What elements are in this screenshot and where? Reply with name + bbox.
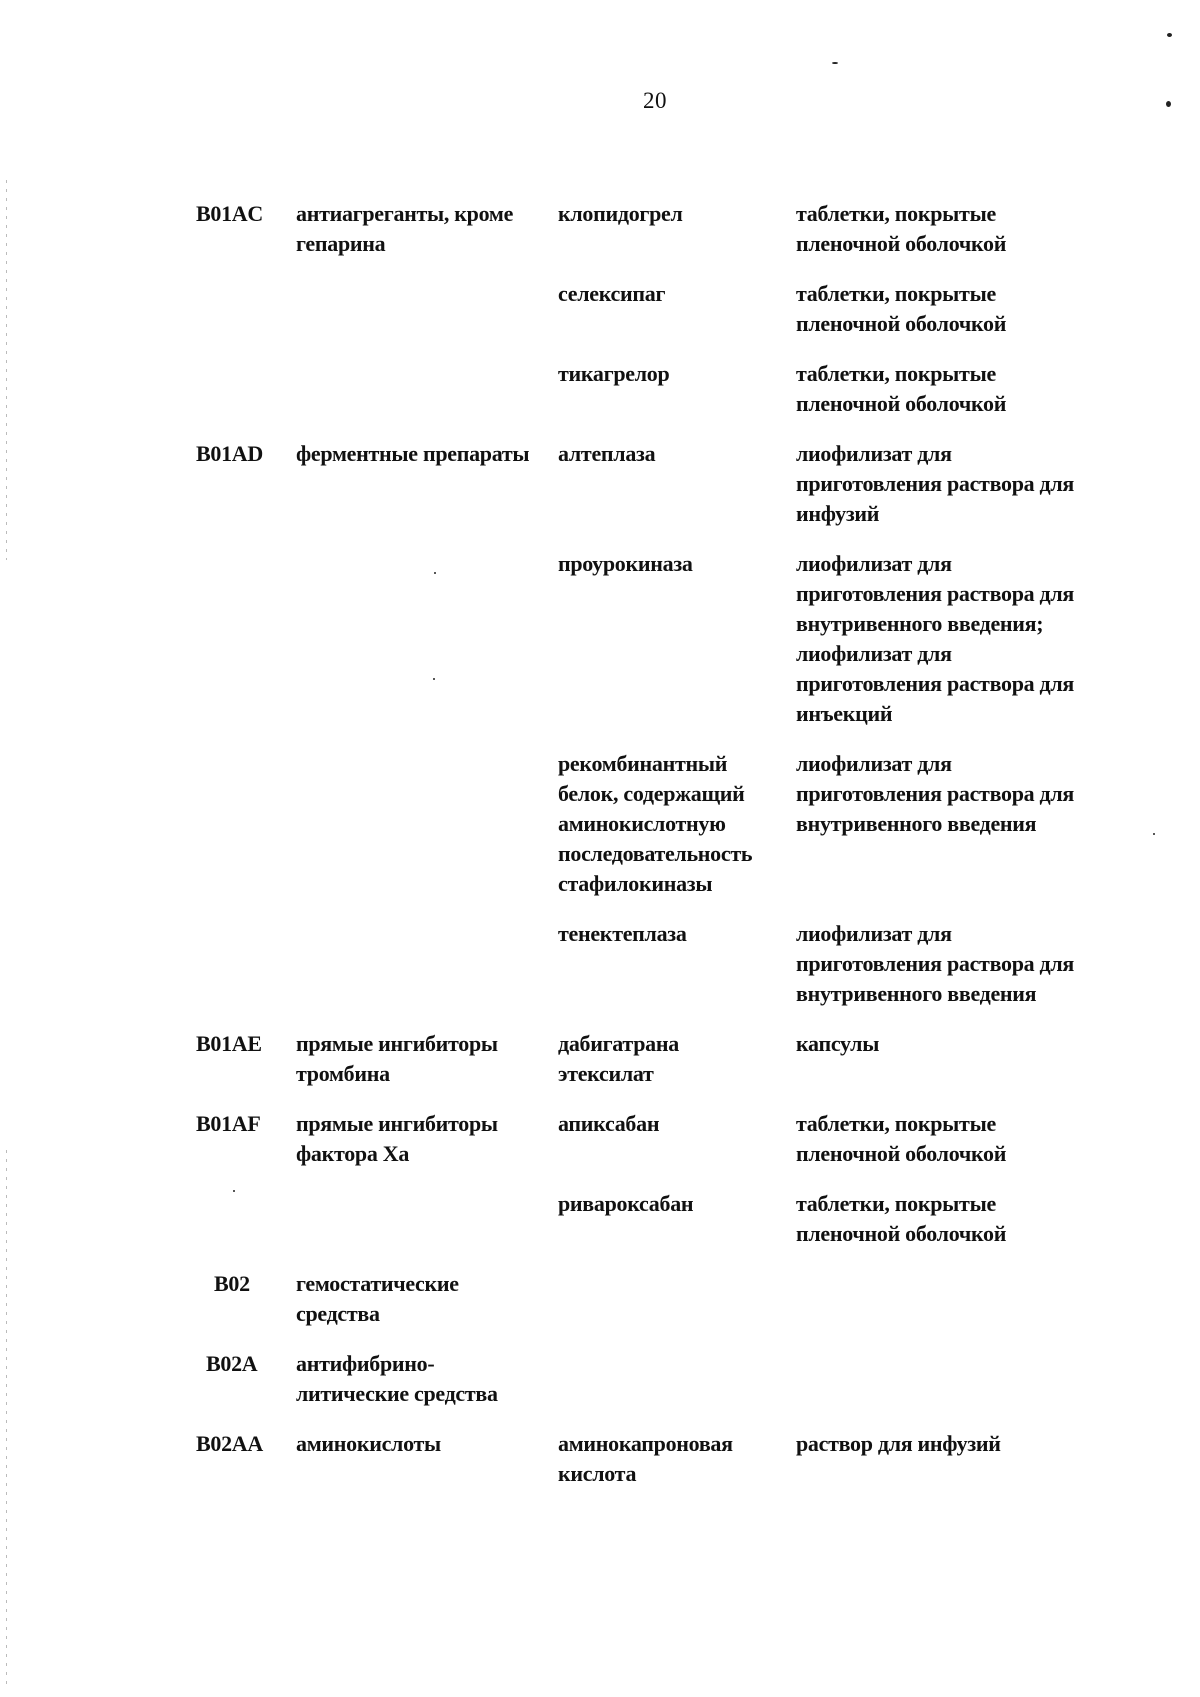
dosage-form: раствор для инфузий: [796, 1431, 1001, 1456]
dosage-form: лиофилизат для приготовления раствора для внутривенного введения: [796, 751, 1075, 836]
scan-speck: [1167, 33, 1172, 37]
drug-name: клопидогрел: [558, 201, 683, 226]
drug-name: дабигатрана этексилат: [558, 1031, 679, 1086]
scan-speck: [233, 1190, 235, 1192]
drug-name: алтеплаза: [558, 441, 656, 466]
drug-name: рекомбинантный белок, содержащий аминокислотную последовательность стафилокиназы: [558, 751, 753, 896]
group-name: гемостатические средства: [296, 1271, 459, 1326]
table-row: [196, 1109, 1096, 1169]
scan-edge-line: [6, 1150, 7, 1690]
scan-edge-line: [6, 180, 7, 560]
atc-code: B01AC: [196, 201, 263, 226]
scan-speck: [433, 678, 435, 680]
drug-name: проурокиназа: [558, 551, 693, 576]
atc-code: B02A: [206, 1351, 258, 1376]
group-name: прямые ингибиторы фактора Xa: [296, 1111, 498, 1166]
drug-table: [196, 199, 1096, 1509]
table-row: [196, 749, 1096, 899]
drug-name: ривароксабан: [558, 1191, 694, 1216]
group-name: антиагреганты, кроме гепарина: [296, 201, 514, 256]
drug-name: тикагрелор: [558, 361, 670, 386]
table-row: [196, 1029, 1096, 1089]
drug-name: апиксабан: [558, 1111, 660, 1136]
dosage-form: капсулы: [796, 1031, 880, 1056]
dosage-form: таблетки, покрытые пленочной оболочкой: [796, 1191, 1007, 1246]
table-row: [196, 359, 1096, 419]
drug-name: аминокапроновая кислота: [558, 1431, 733, 1486]
table-row: [196, 279, 1096, 339]
group-name: антифибрино- литические средства: [296, 1351, 498, 1406]
dosage-form: таблетки, покрытые пленочной оболочкой: [796, 1111, 1007, 1166]
drug-name: селексипаг: [558, 281, 666, 306]
table-row: [196, 1189, 1096, 1249]
scan-speck: [832, 62, 838, 64]
group-name: аминокислоты: [296, 1431, 441, 1456]
atc-code: B01AD: [196, 441, 263, 466]
drug-name: тенектеплаза: [558, 921, 687, 946]
table-row: [196, 1429, 1096, 1489]
atc-code: B01AE: [196, 1031, 262, 1056]
table-row: [196, 919, 1096, 1009]
scan-speck: [434, 572, 436, 574]
dosage-form: лиофилизат для приготовления раствора для внутривенного введения; лиофилизат для приготовления раствора для инъекций: [796, 551, 1075, 726]
group-name: прямые ингибиторы тромбина: [296, 1031, 498, 1086]
atc-code: B02: [214, 1271, 250, 1296]
table-row: [196, 1269, 1096, 1329]
scan-speck: [1153, 833, 1155, 835]
page-number: 20: [643, 88, 667, 113]
group-name: ферментные препараты: [296, 441, 530, 466]
dosage-form: лиофилизат для приготовления раствора для инфузий: [796, 441, 1075, 526]
atc-code: B01AF: [196, 1111, 261, 1136]
dosage-form: таблетки, покрытые пленочной оболочкой: [796, 361, 1007, 416]
dosage-form: таблетки, покрытые пленочной оболочкой: [796, 281, 1007, 336]
table-row: [196, 1349, 1096, 1409]
scan-speck: [1166, 101, 1171, 107]
dosage-form: лиофилизат для приготовления раствора для внутривенного введения: [796, 921, 1075, 1006]
table-row: [196, 439, 1096, 529]
table-row: [196, 199, 1096, 259]
dosage-form: таблетки, покрытые пленочной оболочкой: [796, 201, 1007, 256]
table-row: [196, 549, 1096, 729]
atc-code: B02AA: [196, 1431, 263, 1456]
